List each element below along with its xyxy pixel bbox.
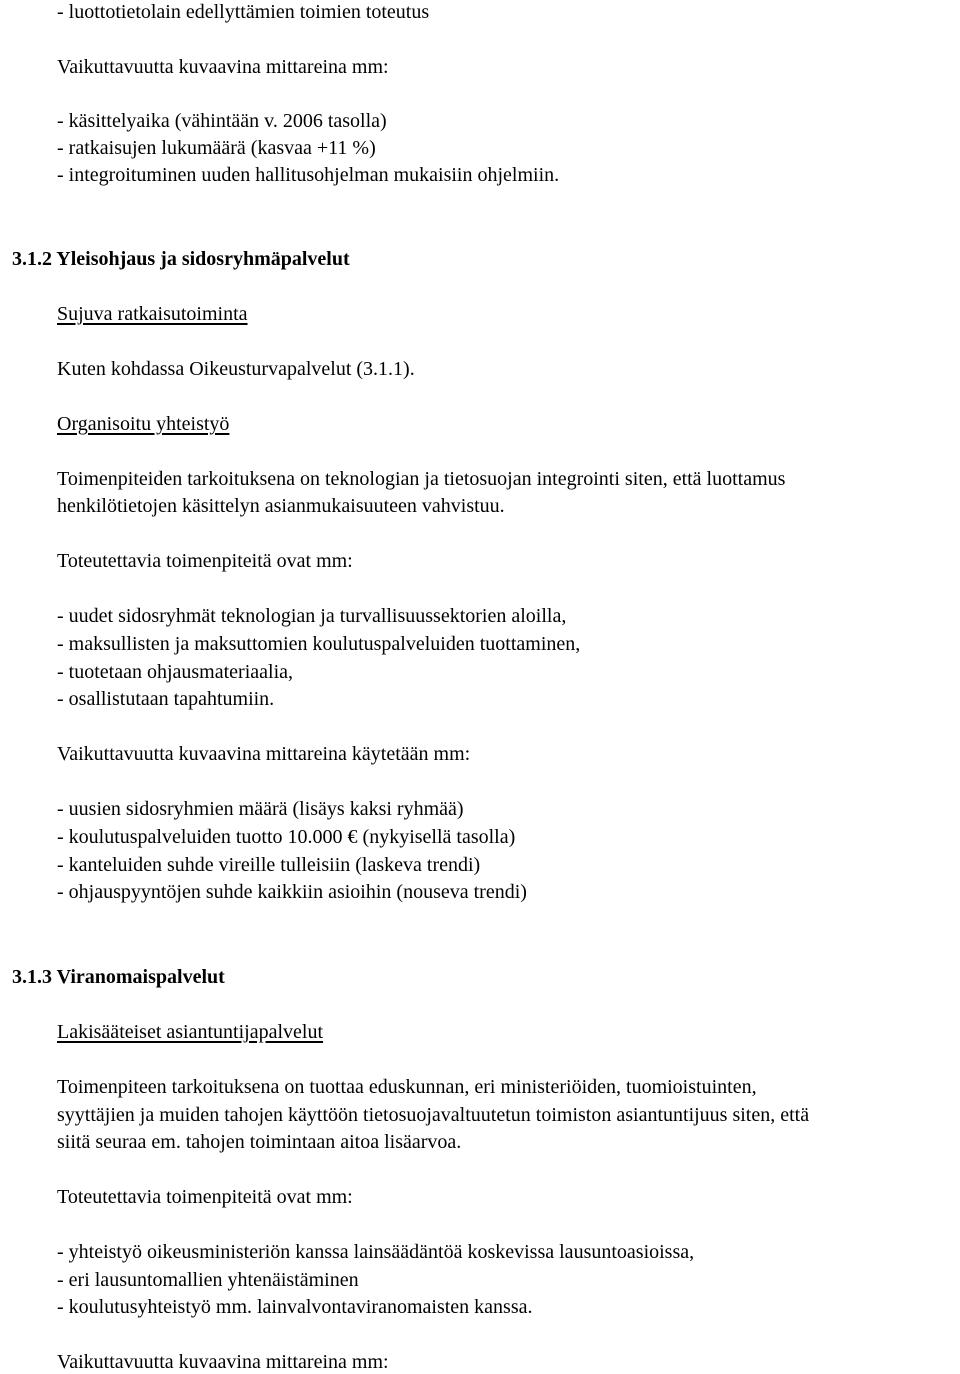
actions-label: Toteutettavia toimenpiteitä ovat mm:: [57, 550, 353, 572]
measure-item: - käsittelyaika (vähintään v. 2006 tasolla): [57, 110, 387, 132]
action-item: - eri lausuntomallien yhtenäistäminen: [57, 1269, 359, 1291]
subsection-title: Sujuva ratkaisutoiminta: [57, 303, 248, 325]
subsection-title: Lakisääteiset asiantuntijapalvelut: [57, 1021, 324, 1043]
measure-item: - kanteluiden suhde vireille tulleisiin (laskeva trendi): [57, 854, 481, 876]
section-heading-313: 3.1.3 Viranomaispalvelut: [12, 966, 225, 988]
measure-item: - ratkaisujen lukumäärä (kasvaa +11 %): [57, 137, 376, 159]
paragraph-line: siitä seuraa em. tahojen toimintaan aitoa lisäarvoa.: [57, 1131, 462, 1153]
paragraph-line: syyttäjien ja muiden tahojen käyttöön tietosuojavaltuutetun toimiston asiantuntijuus siten, että: [57, 1104, 810, 1126]
actions-label: Toteutettavia toimenpiteitä ovat mm:: [57, 1186, 353, 1208]
action-item: - uudet sidosryhmät teknologian ja turvallisuussektorien aloilla,: [57, 605, 567, 627]
measures-label: Vaikuttavuutta kuvaavina mittareina mm:: [57, 56, 389, 78]
subsection-title: Organisoitu yhteistyö: [57, 413, 230, 435]
action-item: - koulutusyhteistyö mm. lainvalvontaviranomaisten kanssa.: [57, 1296, 533, 1318]
paragraph-line: henkilötietojen käsittelyn asianmukaisuuteen vahvistuu.: [57, 495, 505, 517]
paragraph-line: Toimenpiteen tarkoituksena on tuottaa eduskunnan, eri ministeriöiden, tuomioistuinten,: [57, 1076, 757, 1098]
measure-item: - uusien sidosryhmien määrä (lisäys kaksi ryhmää): [57, 798, 464, 820]
action-item: - tuotetaan ohjausmateriaalia,: [57, 661, 294, 683]
measure-item: - ohjauspyyntöjen suhde kaikkiin asioihin (nouseva trendi): [57, 881, 527, 903]
action-item: - maksullisten ja maksuttomien koulutuspalveluiden tuottaminen,: [57, 633, 581, 655]
measures-label: Vaikuttavuutta kuvaavina mittareina käytetään mm:: [57, 743, 471, 765]
action-item: - yhteistyö oikeusministeriön kanssa lainsäädäntöä koskevissa lausuntoasioissa,: [57, 1241, 695, 1263]
paragraph: Kuten kohdassa Oikeusturvapalvelut (3.1.1).: [57, 358, 415, 380]
measure-item: - integroituminen uuden hallitusohjelman mukaisiin ohjelmiin.: [57, 164, 560, 186]
bullet-credit-law: - luottotietolain edellyttämien toimien toteutus: [57, 1, 430, 23]
measure-item: - koulutuspalveluiden tuotto 10.000 € (nykyisellä tasolla): [57, 826, 516, 848]
paragraph-line: Toimenpiteiden tarkoituksena on teknologian ja tietosuojan integrointi siten, että luottamus: [57, 468, 786, 490]
measures-label: Vaikuttavuutta kuvaavina mittareina mm:: [57, 1351, 389, 1373]
section-heading-312: 3.1.2 Yleisohjaus ja sidosryhmäpalvelut: [12, 248, 350, 270]
action-item: - osallistutaan tapahtumiin.: [57, 688, 275, 710]
